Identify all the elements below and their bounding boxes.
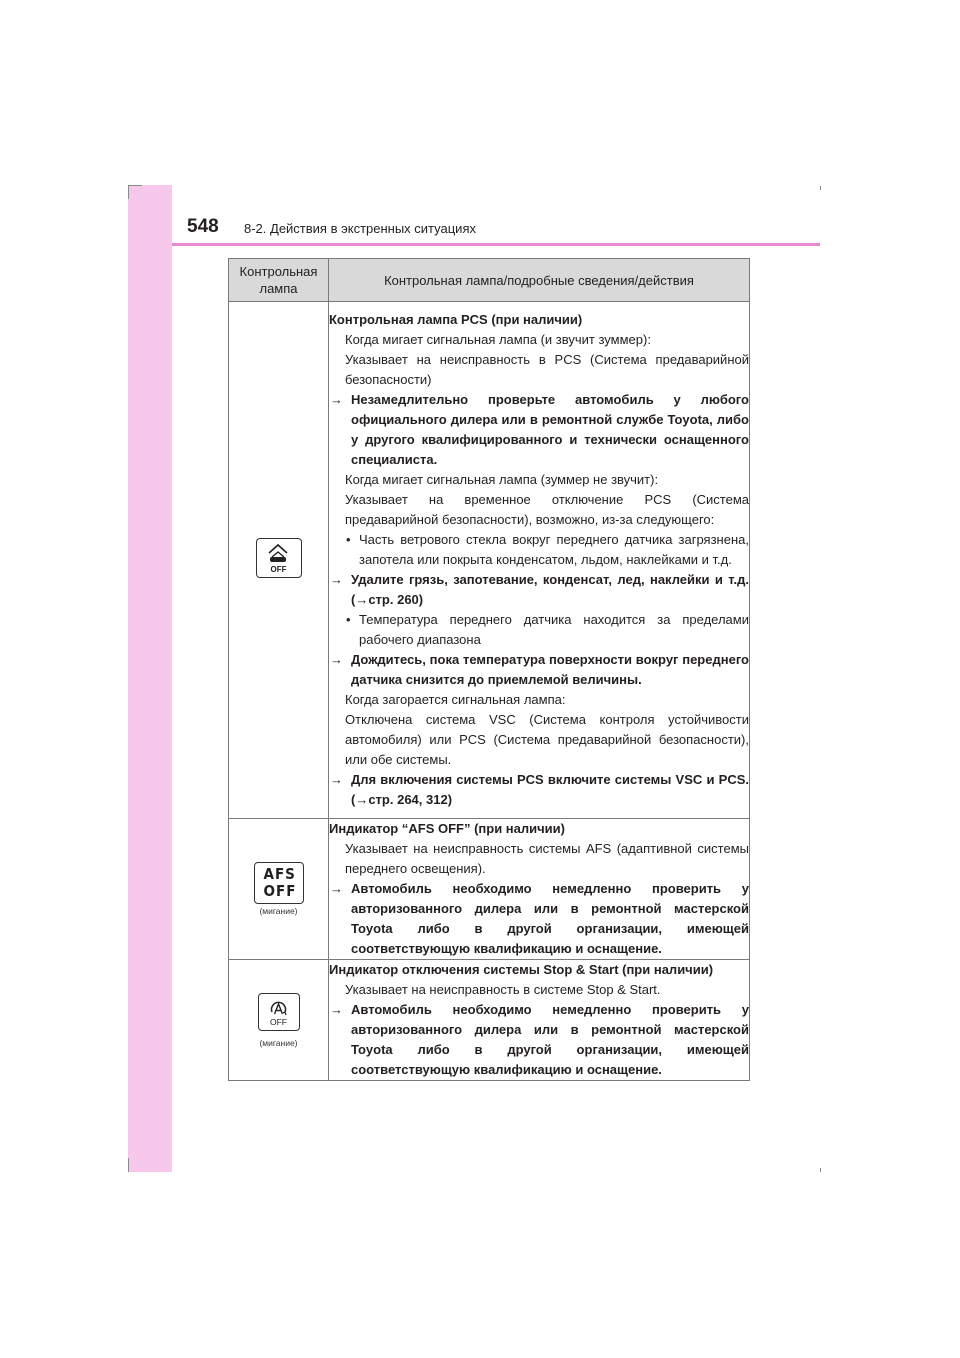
table-header-row xyxy=(229,259,750,302)
svg-text:OFF: OFF xyxy=(270,564,286,574)
crop-mark xyxy=(820,186,821,190)
bullet-item: • Часть ветрового стекла вокруг переднего датчика загрязнена, запотела или покрыта конденсатом, льдом, наклейками и т.д. xyxy=(346,532,749,567)
icon-cell xyxy=(229,960,329,1081)
action-text: → Автомобиль необходимо немедленно проверить у авторизованного дилера или в ремонтной мастерской Toyota либо в другой организации, имеющей соответствующую квалификацию и оснащение. xyxy=(330,881,749,956)
condition-text: Когда мигает сигнальная лампа (и звучит зуммер): xyxy=(345,332,651,347)
icon-cell xyxy=(229,819,329,960)
condition-text: Когда мигает сигнальная лампа (зуммер не звучит): xyxy=(345,472,659,487)
bullet-item: • Температура переднего датчика находится за пределами рабочего диапазона xyxy=(346,612,749,647)
section-title: 8-2. Действия в экстренных ситуациях xyxy=(244,221,476,236)
stop-start-off-icon xyxy=(258,993,300,1031)
header-rule xyxy=(172,243,820,246)
action-text: → Незамедлительно проверьте автомобиль у любого официального дилера или в ремонтной службе Toyota, либо у другого квалифицированного и технически оснащенного специалиста. xyxy=(330,392,749,467)
icon-caption: (мигание) xyxy=(259,906,298,916)
icon-cell xyxy=(229,302,329,819)
pcs-off-icon xyxy=(256,538,302,578)
table-row xyxy=(229,960,750,1081)
column-header-lamp: Контрольная лампа xyxy=(229,259,329,302)
row-description xyxy=(329,960,750,1081)
row-description xyxy=(329,819,750,960)
action-text: → Для включения системы PCS включите системы VSC и PCS. (→стр. 264, 312) xyxy=(330,772,749,807)
action-text: → Удалите грязь, запотевание, конденсат, лед, наклейки и т.д. (→стр. 260) xyxy=(330,572,749,607)
side-color-band xyxy=(128,185,172,1172)
table-row xyxy=(229,302,750,819)
crop-mark xyxy=(128,1158,129,1172)
page-number: 548 xyxy=(187,216,219,237)
info-text: Указывает на неисправность в PCS (Система предаварийной безопасности) xyxy=(345,352,749,387)
row-description xyxy=(329,302,750,819)
lamp-title: Контрольная лампа PCS (при наличии) xyxy=(329,312,583,327)
crop-mark xyxy=(128,185,142,186)
action-text: → Автомобиль необходимо немедленно проверить у авторизованного дилера или в ремонтной мастерской Toyota либо в другой организации, имеющей соответствующую квалификацию и оснащение. xyxy=(330,1002,749,1077)
crop-mark xyxy=(128,185,129,199)
condition-text: Когда загорается сигнальная лампа: xyxy=(345,692,566,707)
lamp-title: Индикатор отключения системы Stop & Start (при наличии) xyxy=(329,962,714,977)
lamp-title: Индикатор “AFS OFF” (при наличии) xyxy=(329,821,565,836)
warning-lamp-table xyxy=(228,258,750,1081)
afs-off-icon: AFS OFF xyxy=(254,862,304,904)
crop-mark xyxy=(820,1168,821,1172)
icon-caption: (мигание) xyxy=(259,1037,298,1048)
info-text: Указывает на неисправность в системе Stop & Start. xyxy=(345,982,661,997)
action-text: → Дождитесь, пока температура поверхности вокруг переднего датчика снизится до приемлемой величины. xyxy=(330,652,749,687)
info-text: Указывает на временное отключение PCS (Система предаварийной безопасности), возможно, из-за следующего: xyxy=(345,492,749,527)
info-text: Указывает на неисправность системы AFS (адаптивной системы переднего освещения). xyxy=(345,841,749,876)
column-header-details: Контрольная лампа/подробные сведения/действия xyxy=(329,259,750,302)
svg-text:OFF: OFF xyxy=(269,1016,287,1027)
table-row xyxy=(229,819,750,960)
info-text: Отключена система VSC (Система контроля устойчивости автомобиля) или PCS (Система предаварийной безопасности), или обе системы. xyxy=(345,712,749,767)
